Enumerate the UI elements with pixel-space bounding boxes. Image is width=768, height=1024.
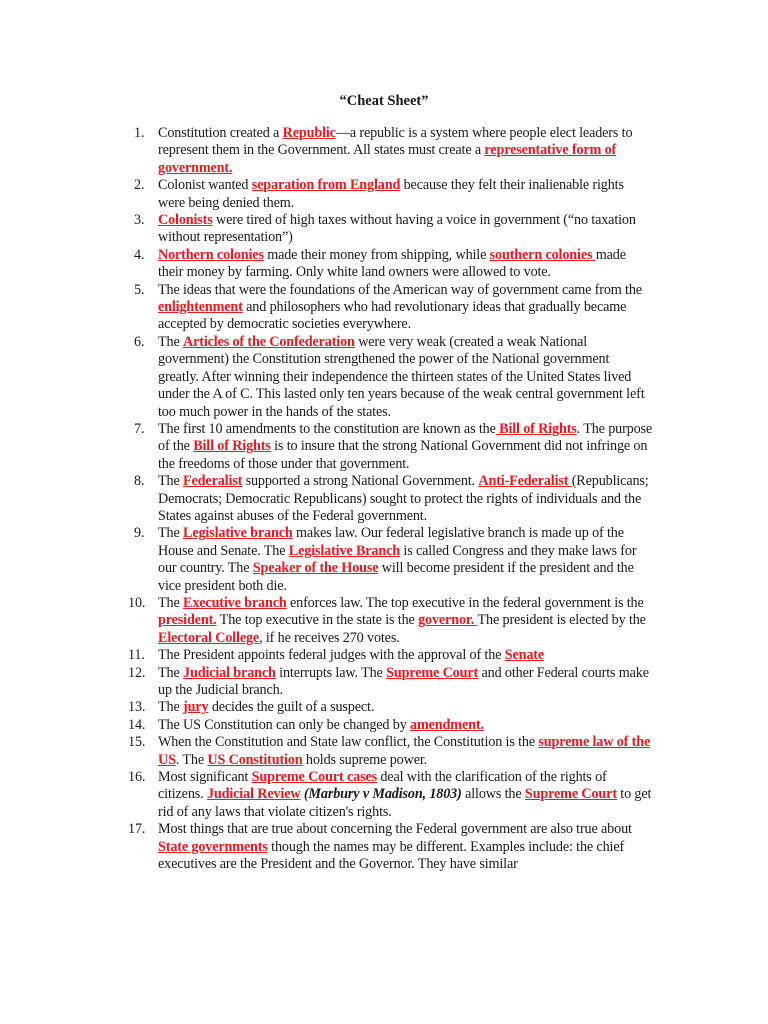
key-term: amendment. — [410, 716, 484, 733]
item-text: holds supreme power. — [302, 751, 428, 768]
key-term: Supreme Court cases — [251, 769, 377, 786]
item-text: Constitution created a — [158, 125, 283, 141]
key-term: Judicial Review — [206, 786, 301, 803]
item-number: 3. — [134, 212, 145, 229]
key-term: Federalist — [183, 473, 243, 490]
list-item — [0, 473, 768, 525]
list-item — [0, 647, 768, 664]
item-text: will become president if the president and the vice president both die. — [158, 560, 634, 594]
list-item — [0, 282, 768, 334]
list-item — [0, 421, 768, 473]
item-text: and philosophers who had revolutionary ideas that gradually became accepted by democratic societies everywhere. — [158, 299, 627, 333]
key-term: representative form of government. — [158, 142, 617, 176]
item-text: (Republicans; Democrats; Democratic Republicans) sought to protect the rights of individuals and the States against abuses of the Federal government. — [158, 473, 649, 524]
item-text: interrupts law. The — [275, 664, 387, 681]
list-item — [0, 821, 768, 873]
key-term: Speaker of the House — [252, 560, 379, 577]
item-number: 8. — [134, 473, 145, 490]
key-term: Republic — [282, 125, 336, 141]
list-item — [0, 525, 768, 595]
key-term: Legislative Branch — [288, 542, 400, 559]
list-item — [0, 595, 768, 647]
case-citation: (Marbury v Madison, 1803) — [303, 786, 462, 803]
item-text: and other Federal courts make up the Judicial branch. — [158, 664, 649, 698]
key-term: Bill of Rights — [495, 420, 577, 437]
list-item — [0, 247, 768, 282]
item-text: made their money by farming. Only white land owners were allowed to vote. — [158, 246, 626, 281]
key-term: enlightenment — [158, 299, 243, 316]
key-term: supreme law of the US — [158, 734, 651, 768]
item-text: Most things that are true about concerning the Federal government are also true about — [158, 821, 632, 838]
item-number: 9. — [134, 525, 145, 542]
item-text: allows the — [461, 786, 525, 803]
page-title: “Cheat Sheet” — [339, 93, 429, 109]
key-term: US Constitution — [207, 751, 303, 768]
key-term: Executive branch — [183, 594, 287, 611]
item-number: 5. — [134, 281, 145, 298]
list-item — [0, 334, 768, 421]
item-number: 16. — [128, 769, 146, 786]
item-number: 14. — [128, 716, 146, 733]
item-text: The first 10 amendments to the constitution are known as the — [158, 420, 496, 437]
item-number: 17. — [128, 821, 146, 838]
list-item — [0, 699, 768, 716]
key-term: Judicial branch — [183, 664, 276, 681]
item-text: is to insure that the strong National Government did not infringe on the freedoms of those under that government. — [158, 438, 648, 472]
item-number: 6. — [134, 333, 145, 350]
key-term: Northern colonies — [158, 246, 264, 263]
item-text: . The purpose of the — [158, 420, 653, 455]
item-text: enforces law. The top executive in the federal government is the — [286, 594, 644, 611]
list-item — [0, 665, 768, 700]
item-text: . The — [175, 751, 208, 768]
item-text: The — [158, 664, 184, 681]
key-term: governor. — [418, 612, 478, 629]
item-text: The — [158, 525, 184, 542]
list-item — [0, 717, 768, 734]
item-text: The president is elected by the — [477, 612, 646, 629]
item-text: —a republic is a system where people elect leaders to represent them in the Government. All states must create a — [158, 125, 633, 159]
item-text: The top executive in the state is the — [216, 612, 419, 629]
key-term: Colonists — [158, 212, 213, 229]
item-text: Most significant — [158, 769, 252, 786]
item-text: Colonist wanted — [158, 177, 252, 194]
item-text: The — [158, 333, 184, 350]
key-term: Supreme Court — [386, 664, 479, 681]
key-term: separation from England — [251, 177, 401, 194]
item-text: The — [158, 699, 184, 716]
item-number: 2. — [134, 177, 145, 194]
key-term: State governments — [158, 838, 268, 855]
item-text: supported a strong National Government. — [242, 473, 479, 490]
key-term: Electoral College — [158, 629, 260, 646]
item-text: The — [158, 473, 184, 490]
item-text: though the names may be different. Examples include: the chief executives are the President and the Governor. They have similar — [158, 838, 625, 873]
item-number: 11. — [128, 647, 145, 664]
key-term: southern colonies — [489, 246, 596, 263]
item-number: 7. — [134, 420, 145, 437]
list-item — [0, 769, 768, 821]
list-item — [0, 177, 768, 212]
item-text: The US Constitution can only be changed by — [158, 716, 411, 733]
item-number: 12. — [128, 664, 146, 681]
item-text: deal with the clarification of the rights of citizens. — [158, 769, 607, 803]
key-term: Articles of the Confederation — [183, 333, 355, 350]
key-term: Bill of Rights — [193, 438, 271, 455]
key-term: Legislative branch — [183, 525, 293, 542]
item-text: made their money from shipping, while — [263, 246, 490, 263]
item-text: were tired of high taxes without having a voice in government (“no taxation without representation”) — [158, 212, 636, 246]
key-term: Senate — [504, 647, 545, 664]
item-text: is called Congress and they make laws for our country. The — [158, 542, 637, 577]
item-number: 13. — [128, 699, 146, 716]
item-number: 1. — [134, 125, 145, 141]
item-text: makes law. Our federal legislative branch is made up of the House and Senate. The — [158, 525, 624, 559]
item-text: to get rid of any laws that violate citizen's rights. — [158, 786, 652, 820]
list-item — [0, 125, 768, 177]
item-text: were very weak (created a weak National government) the Constitution strengthened the power of the National government greatly. After winning their independence the thirteen states of the United States lived under the A of C. This lasted only ten years because of the weak central government left too much power in the hands of the states. — [158, 333, 645, 420]
item-text: The ideas that were the foundations of the American way of government came from the — [158, 281, 642, 298]
item-text: The — [158, 594, 184, 611]
item-number: 10. — [128, 594, 146, 611]
list-item — [0, 212, 768, 247]
item-text: because they felt their inalienable rights were being denied them. — [158, 177, 624, 211]
item-number: 4. — [134, 246, 145, 263]
item-text: The President appoints federal judges with the approval of the — [158, 647, 505, 664]
list-item — [0, 734, 768, 769]
key-term: Anti-Federalist — [478, 473, 572, 490]
key-term: jury — [183, 699, 209, 716]
cheat-sheet-list — [0, 125, 768, 873]
item-number: 15. — [128, 734, 146, 751]
item-text: When the Constitution and State law conflict, the Constitution is the — [158, 734, 539, 751]
item-text: decides the guilt of a suspect. — [208, 699, 375, 716]
key-term: president. — [158, 612, 217, 629]
item-text: , if he receives 270 votes. — [259, 629, 400, 646]
key-term: Supreme Court — [524, 786, 617, 803]
